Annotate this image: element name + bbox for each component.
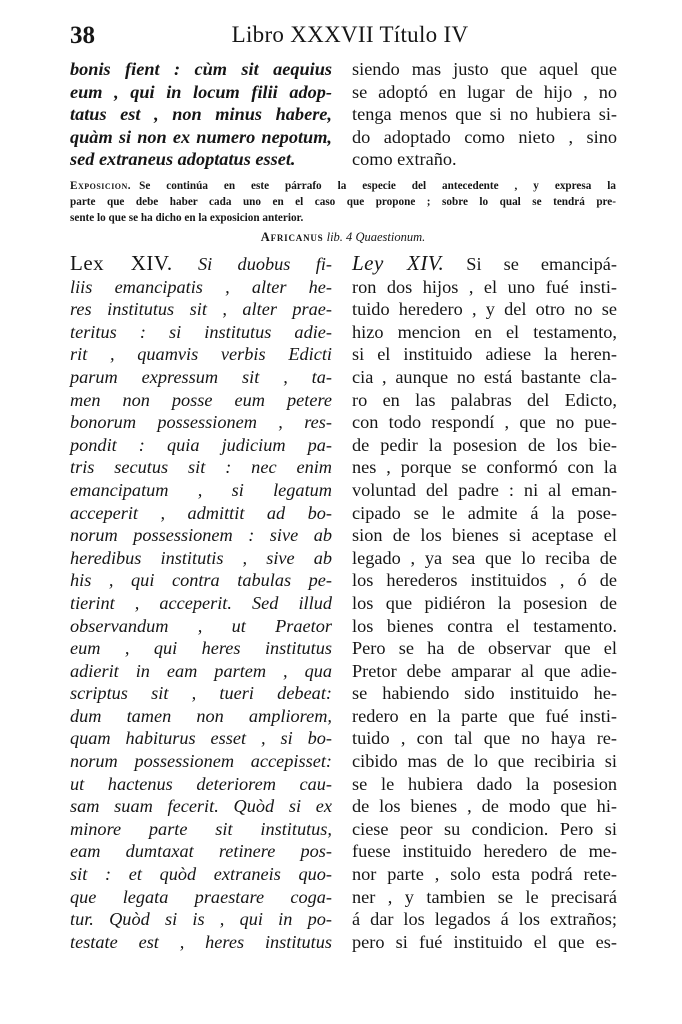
latin-line: teritus : si institutus adie- [70,321,332,342]
spanish-line: cipado se le admite á la pose- [352,502,617,523]
spanish-line: Si se emancipá- [466,254,617,274]
latin-line: rit , quamvis verbis Edicti [70,344,332,365]
spanish-line: si el instituido adiese la heren- [352,344,617,365]
latin-line: observandum , ut Praetor [70,615,332,636]
spanish-line: se habiendo sido instituido he- [352,683,617,704]
latin-line: dum tamen non ampliorem, [70,705,332,726]
spanish-line: los bienes contra el testamento. [352,615,617,636]
spanish-line: los que pidiéron la posesion de [352,592,617,613]
spanish-line: nor parte , solo esta podrá rete- [352,864,617,885]
latin-line: tatus est , non minus habere, [70,104,332,125]
exposicion-label: Exposicion. [70,180,132,192]
latin-line: tur. Quòd si is , qui in po- [70,909,332,930]
latin-line: quam habiturus esset , si bo- [70,728,332,749]
spanish-line: tuido heredero , y del otro no se [352,299,617,320]
exposicion-line: parte que debe haber cada uno en el caso que propone ; sobre lo qual se tendrá pre- [70,196,616,208]
latin-line: eam dumtaxat retinere pos- [70,841,332,862]
spanish-text-main [352,252,617,953]
spanish-line: hizo mencion en el testamento, [352,321,617,342]
latin-line: liis emancipatis , alter he- [70,276,332,297]
latin-line: tris secutus sit : nec enim [70,457,332,478]
spanish-line: Pero se ha de observar que el [352,638,617,659]
latin-line: tierint , acceperit. Sed illud [70,592,332,613]
spanish-line: ro en las palabras del Edicto, [352,389,617,410]
spanish-line: á dar los legados á los extraños; [352,909,617,930]
spanish-line: tuido , con tal que no haya re- [352,728,617,749]
latin-line: norum possessionem accepisset: [70,751,332,772]
spanish-line: ciese peor su condicion. Pero si [352,818,617,839]
source-work: Quaestionum. [355,230,426,244]
exposicion-note [70,178,616,226]
latin-line: res institutus sit , alter prae- [70,299,332,320]
source-book: lib. 4 [326,230,353,244]
latin-line: quàm si non ex numero nepotum, [70,126,332,147]
latin-first-line [70,252,332,276]
spanish-line: cibido mas de lo que recibiria si [352,751,617,772]
lex-heading: Lex XIV. [70,251,173,275]
latin-line: pondit : quia judicium pa- [70,434,332,455]
latin-line: Si duobus fi- [197,254,332,274]
spanish-line: nes , porque se conformó con la [352,457,617,478]
latin-line: sit : et quòd extraneis quo- [70,864,332,885]
spanish-line: pero si fué instituido el que es- [352,931,617,952]
latin-line: bonis fient : cùm sit aequius [70,59,332,79]
exposicion-line: Se continúa en este párrafo la especie del antecedente , y expresa la [139,180,616,192]
spanish-line: se adoptó en lugar de hijo , no [352,81,617,102]
latin-line: bonorum possessionem , res- [70,412,332,433]
latin-line: eum , qui in locum filii adop- [70,81,332,102]
latin-text-main [70,252,332,953]
exposicion-line: sente lo que se ha dicho en la exposicion anterior. [70,212,304,224]
latin-line: testate est , heres institutus [70,931,332,952]
spanish-line: do adoptado como nieto , sino [352,126,617,147]
running-title: Libro XXXVII Título IV [231,22,469,47]
latin-line: minore parte sit institutus, [70,818,332,839]
latin-text-top [70,58,332,171]
spanish-line: sion de los bienes si aceptase el [352,525,617,546]
spanish-first-line [352,252,617,276]
source-author: Africanus [260,230,324,244]
latin-line: eum , qui heres institutus [70,638,332,659]
spanish-line: los herederos instituidos , ó de [352,570,617,591]
latin-line: acceperit , admittit ad bo- [70,502,332,523]
spanish-line: con todo respondí , que no pue- [352,412,617,433]
spanish-line: como extraño. [352,149,457,170]
spanish-text-top [352,58,617,171]
spanish-line: de los bienes , de modo que hi- [352,796,617,817]
ley-heading: Ley XIV. [352,251,445,275]
latin-line: que legata praestare coga- [70,886,332,907]
spanish-line: cia , aunque no está bastante cla- [352,366,617,387]
latin-line: sam suam fecerit. Quòd si ex [70,796,332,817]
spanish-line: se le hubiera dado la posesion [352,773,617,794]
latin-line: adierit in eam partem , qua [70,660,332,681]
spanish-line: ner , y tambien se le precisará [352,886,617,907]
spanish-line: fuese instituido heredero de me- [352,841,617,862]
latin-line: sed extraneus adoptatus esset. [70,149,296,170]
spanish-line: siendo mas justo que aquel que [352,59,617,79]
latin-line: heredibus institutis , sive ab [70,547,332,568]
spanish-line: redero en la parte que fué insti- [352,705,617,726]
latin-line: ut hactenus deteriorem cau- [70,773,332,794]
latin-line: norum possessionem : sive ab [70,525,332,546]
latin-line: emancipatum , si legatum [70,479,332,500]
spanish-line: tenga menos que si no hubiera si- [352,104,617,125]
spanish-line: voluntad del padre : ni al eman- [352,479,617,500]
spanish-line: de pedir la posesion de los bie- [352,434,617,455]
spanish-line: legado , ya sea que lo reciba de [352,547,617,568]
latin-line: parum expressum sit , ta- [70,366,332,387]
page-number: 38 [70,22,95,49]
spanish-line: Pretor debe amparar al que adie- [352,660,617,681]
latin-line: scriptus sit , tueri debeat: [70,683,332,704]
source-citation [70,230,616,245]
spanish-line: ron dos hijos , el uno fué insti- [352,276,617,297]
latin-line: men non posse eum petere [70,389,332,410]
latin-line: his , qui contra tabulas pe- [70,570,332,591]
page-header [70,22,630,54]
